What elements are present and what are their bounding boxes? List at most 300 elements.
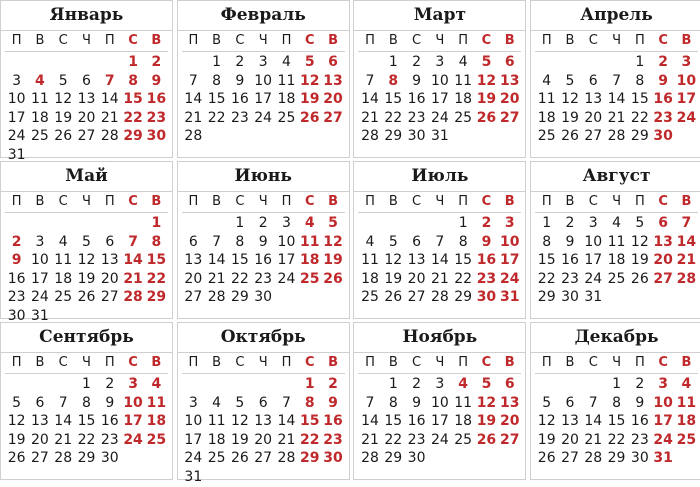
day-cell: 31 xyxy=(430,128,449,145)
weekday-header: С xyxy=(228,353,251,374)
day-cell: 1 xyxy=(612,376,622,392)
day-cell: 26 xyxy=(323,270,343,287)
day-cell: 24 xyxy=(499,270,520,287)
day-cell: 1 xyxy=(128,54,138,70)
weekday-header: С xyxy=(405,192,428,213)
month-title: Апрель xyxy=(531,1,700,31)
day-cell: 3 xyxy=(12,72,22,89)
month-grid xyxy=(1,192,172,326)
day-cell: 4 xyxy=(458,54,468,70)
month-block xyxy=(177,161,350,319)
weekday-header: С xyxy=(582,192,605,213)
day-cell: 23 xyxy=(476,270,497,287)
day-cell: 24 xyxy=(123,431,143,448)
weekday-header: В xyxy=(558,192,581,213)
day-cell: 1 xyxy=(235,215,245,231)
day-cell: 18 xyxy=(454,91,473,108)
day-cell: 23 xyxy=(323,431,343,448)
day-cell: 20 xyxy=(184,270,203,287)
month-grid xyxy=(531,353,700,468)
month-block xyxy=(530,161,700,319)
weekday-header: В xyxy=(205,31,228,52)
day-cell: 16 xyxy=(407,413,426,430)
day-cell: 4 xyxy=(542,72,552,89)
weekday-header: С xyxy=(582,353,605,374)
day-cell: 27 xyxy=(77,128,96,145)
day-cell: 25 xyxy=(277,109,296,126)
day-cell: 4 xyxy=(212,394,222,411)
month-title: Декабрь xyxy=(531,323,700,353)
month-title: Май xyxy=(1,162,172,192)
empty-cell xyxy=(182,375,205,394)
day-cell: 25 xyxy=(361,289,379,306)
day-cell: 22 xyxy=(454,270,473,287)
weekday-header: С xyxy=(475,353,498,374)
weekday-header: В xyxy=(558,353,581,374)
day-cell: 26 xyxy=(476,109,497,126)
weekday-header: В xyxy=(321,353,344,374)
day-cell: 13 xyxy=(100,252,119,269)
day-cell: 25 xyxy=(31,128,49,145)
weekday-header: С xyxy=(298,192,321,213)
weekday-header: Ч xyxy=(605,192,628,213)
day-cell: 21 xyxy=(584,431,603,448)
day-cell: 1 xyxy=(151,215,162,231)
day-cell: 3 xyxy=(282,215,291,231)
day-cell: 2 xyxy=(151,54,162,70)
empty-cell xyxy=(28,214,51,233)
day-cell: 6 xyxy=(504,376,515,392)
day-cell: 10 xyxy=(584,233,603,250)
day-cell: 29 xyxy=(630,128,649,145)
day-cell: 31 xyxy=(7,146,26,163)
day-cell: 1 xyxy=(542,215,552,231)
weekday-header: С xyxy=(405,353,428,374)
day-cell: 30 xyxy=(323,450,343,467)
day-cell: 22 xyxy=(300,431,320,448)
empty-cell xyxy=(5,375,28,394)
weekday-header: В xyxy=(382,353,405,374)
weekday-header: П xyxy=(5,353,28,374)
weekday-header: С xyxy=(52,353,75,374)
day-cell: 3 xyxy=(128,376,138,392)
day-cell: 23 xyxy=(7,289,26,306)
weekday-header: П xyxy=(98,31,121,52)
day-cell: 16 xyxy=(476,252,497,269)
day-cell: 24 xyxy=(7,128,26,145)
empty-cell xyxy=(358,375,381,394)
day-cell: 18 xyxy=(361,270,379,287)
day-cell: 13 xyxy=(584,91,603,108)
day-cell: 20 xyxy=(31,431,49,448)
day-cell: 12 xyxy=(537,413,556,430)
day-cell: 19 xyxy=(77,270,96,287)
day-cell: 22 xyxy=(207,109,226,126)
day-cell: 26 xyxy=(537,450,556,467)
day-cell: 28 xyxy=(100,128,119,145)
day-cell: 7 xyxy=(588,394,598,411)
weekday-header: П xyxy=(182,192,205,213)
month-title: Сентябрь xyxy=(1,323,172,353)
empty-cell xyxy=(52,375,75,394)
weekday-header: С xyxy=(121,192,144,213)
day-cell: 20 xyxy=(100,270,119,287)
day-cell: 17 xyxy=(31,270,49,287)
day-cell: 27 xyxy=(323,109,343,126)
day-cell: 5 xyxy=(82,233,91,250)
day-cell: 16 xyxy=(230,91,249,108)
weekday-header: Ч xyxy=(605,31,628,52)
day-cell: 5 xyxy=(304,54,315,70)
day-cell: 19 xyxy=(54,109,73,126)
day-cell: 19 xyxy=(476,91,497,108)
day-cell: 17 xyxy=(430,413,449,430)
day-cell: 6 xyxy=(565,394,575,411)
day-cell: 18 xyxy=(300,252,320,269)
day-cell: 2 xyxy=(105,376,115,392)
day-cell: 21 xyxy=(54,431,73,448)
empty-cell xyxy=(558,375,581,394)
weekday-header: П xyxy=(182,31,205,52)
day-cell: 13 xyxy=(77,91,96,108)
day-cell: 21 xyxy=(277,431,296,448)
day-cell: 23 xyxy=(561,270,579,287)
weekday-header: Ч xyxy=(75,353,98,374)
empty-cell xyxy=(52,53,75,72)
day-cell: 31 xyxy=(499,289,520,306)
day-cell: 20 xyxy=(499,413,520,430)
day-cell: 15 xyxy=(454,252,473,269)
day-cell: 5 xyxy=(328,215,338,231)
day-cell: 14 xyxy=(676,233,697,250)
weekday-header: В xyxy=(498,31,521,52)
day-cell: 8 xyxy=(304,394,315,411)
day-cell: 26 xyxy=(561,128,579,145)
weekday-header: В xyxy=(498,353,521,374)
weekday-header: С xyxy=(298,353,321,374)
day-cell: 23 xyxy=(630,431,649,448)
day-cell: 2 xyxy=(235,54,245,70)
weekday-header: П xyxy=(358,192,381,213)
day-cell: 22 xyxy=(384,109,403,126)
weekday-header: В xyxy=(205,353,228,374)
weekday-header: П xyxy=(452,31,475,52)
day-cell: 20 xyxy=(653,252,673,269)
day-cell: 22 xyxy=(607,431,626,448)
day-cell: 19 xyxy=(384,270,403,287)
day-cell: 8 xyxy=(82,394,91,411)
day-cell: 29 xyxy=(300,450,320,467)
day-cell: 14 xyxy=(277,413,296,430)
day-cell: 14 xyxy=(207,252,226,269)
month-title: Июнь xyxy=(178,162,349,192)
day-cell: 7 xyxy=(435,233,445,250)
day-cell: 15 xyxy=(300,413,320,430)
day-cell: 17 xyxy=(277,252,296,269)
day-cell: 7 xyxy=(681,215,692,231)
day-cell: 31 xyxy=(184,468,203,485)
day-cell: 8 xyxy=(635,72,645,89)
day-cell: 9 xyxy=(658,72,668,89)
day-cell: 13 xyxy=(254,413,273,430)
empty-cell xyxy=(228,375,251,394)
empty-cell xyxy=(5,214,28,233)
day-cell: 18 xyxy=(537,109,556,126)
weekday-header: С xyxy=(475,31,498,52)
day-cell: 25 xyxy=(454,109,473,126)
day-cell: 6 xyxy=(328,54,338,70)
day-cell: 24 xyxy=(254,109,273,126)
day-cell: 26 xyxy=(300,109,320,126)
day-cell: 6 xyxy=(258,394,268,411)
day-cell: 31 xyxy=(584,289,603,306)
day-cell: 11 xyxy=(361,252,379,269)
day-cell: 26 xyxy=(230,450,249,467)
day-cell: 24 xyxy=(430,109,449,126)
month-grid xyxy=(354,192,525,307)
day-cell: 27 xyxy=(254,450,273,467)
weekday-header: С xyxy=(52,31,75,52)
day-cell: 17 xyxy=(653,413,673,430)
day-cell: 18 xyxy=(207,431,226,448)
weekday-header: П xyxy=(5,192,28,213)
weekday-header: П xyxy=(5,31,28,52)
day-cell: 12 xyxy=(77,252,96,269)
day-cell: 4 xyxy=(282,54,291,70)
weekday-header: П xyxy=(452,192,475,213)
day-cell: 13 xyxy=(653,233,673,250)
day-cell: 1 xyxy=(212,54,222,70)
empty-cell xyxy=(558,53,581,72)
day-cell: 17 xyxy=(184,431,203,448)
weekday-header: С xyxy=(651,31,674,52)
day-cell: 5 xyxy=(388,233,398,250)
day-cell: 31 xyxy=(653,450,673,467)
month-block xyxy=(0,161,173,324)
day-cell: 17 xyxy=(7,109,26,126)
day-cell: 27 xyxy=(499,109,520,126)
weekday-header: С xyxy=(121,353,144,374)
day-cell: 12 xyxy=(7,413,26,430)
day-cell: 25 xyxy=(54,289,73,306)
day-cell: 6 xyxy=(588,72,598,89)
day-cell: 16 xyxy=(561,252,579,269)
day-cell: 27 xyxy=(407,289,426,306)
weekday-header: С xyxy=(405,31,428,52)
empty-cell xyxy=(5,53,28,72)
day-cell: 4 xyxy=(458,376,469,392)
empty-cell xyxy=(182,214,205,233)
weekday-header: С xyxy=(298,31,321,52)
day-cell: 11 xyxy=(454,394,473,411)
weekday-header: Ч xyxy=(75,31,98,52)
day-cell: 14 xyxy=(54,413,73,430)
day-cell: 7 xyxy=(365,394,375,411)
day-cell: 26 xyxy=(384,289,403,306)
day-cell: 2 xyxy=(328,376,338,392)
day-cell: 28 xyxy=(584,450,603,467)
day-cell: 14 xyxy=(361,91,379,108)
day-cell: 13 xyxy=(499,72,520,89)
day-cell: 4 xyxy=(151,376,162,392)
weekday-header: Ч xyxy=(428,192,451,213)
day-cell: 17 xyxy=(254,91,273,108)
day-cell: 21 xyxy=(123,270,143,287)
day-cell: 10 xyxy=(430,394,449,411)
weekday-header: Ч xyxy=(252,192,275,213)
day-cell: 20 xyxy=(407,270,426,287)
empty-cell xyxy=(28,375,51,394)
day-cell: 5 xyxy=(481,376,492,392)
weekday-header: В xyxy=(675,31,698,52)
day-cell: 29 xyxy=(230,289,249,306)
empty-cell xyxy=(582,375,605,394)
empty-cell xyxy=(535,375,558,394)
day-cell: 8 xyxy=(612,394,622,411)
day-cell: 30 xyxy=(561,289,579,306)
weekday-header: П xyxy=(275,353,298,374)
day-cell: 25 xyxy=(207,450,226,467)
day-cell: 9 xyxy=(412,72,422,89)
day-cell: 8 xyxy=(212,72,222,89)
day-cell: 2 xyxy=(412,54,422,70)
weekday-header: П xyxy=(628,31,651,52)
day-cell: 23 xyxy=(407,109,426,126)
weekday-header: С xyxy=(228,31,251,52)
day-cell: 7 xyxy=(212,233,222,250)
day-cell: 5 xyxy=(542,394,552,411)
day-cell: 1 xyxy=(304,376,315,392)
empty-cell xyxy=(98,53,121,72)
day-cell: 14 xyxy=(123,252,143,269)
day-cell: 17 xyxy=(584,252,603,269)
day-cell: 23 xyxy=(407,431,426,448)
empty-cell xyxy=(75,214,98,233)
day-cell: 9 xyxy=(258,233,268,250)
day-cell: 31 xyxy=(31,307,49,324)
day-cell: 15 xyxy=(207,91,226,108)
weekday-header: В xyxy=(145,353,168,374)
month-grid xyxy=(178,353,349,487)
month-block xyxy=(177,0,350,158)
day-cell: 15 xyxy=(146,252,167,269)
weekday-header: П xyxy=(98,192,121,213)
day-cell: 3 xyxy=(588,215,598,231)
day-cell: 12 xyxy=(476,394,497,411)
month-title: Август xyxy=(531,162,700,192)
month-block xyxy=(0,0,173,163)
day-cell: 8 xyxy=(542,233,552,250)
day-cell: 3 xyxy=(435,54,445,70)
day-cell: 4 xyxy=(58,233,68,250)
month-title: Январь xyxy=(1,1,172,31)
day-cell: 10 xyxy=(430,72,449,89)
day-cell: 7 xyxy=(128,233,138,250)
day-cell: 30 xyxy=(476,289,497,306)
weekday-header: С xyxy=(52,192,75,213)
day-cell: 25 xyxy=(607,270,626,287)
day-cell: 2 xyxy=(11,233,22,250)
weekday-header: С xyxy=(121,31,144,52)
day-cell: 27 xyxy=(561,450,579,467)
month-grid xyxy=(354,353,525,468)
day-cell: 9 xyxy=(151,72,162,89)
day-cell: 30 xyxy=(254,289,273,306)
empty-cell xyxy=(98,214,121,233)
day-cell: 8 xyxy=(235,233,245,250)
day-cell: 29 xyxy=(537,289,556,306)
day-cell: 1 xyxy=(388,54,398,70)
day-cell: 22 xyxy=(123,109,143,126)
day-cell: 18 xyxy=(277,91,296,108)
day-cell: 7 xyxy=(188,72,198,89)
day-cell: 26 xyxy=(7,450,26,467)
day-cell: 28 xyxy=(607,128,626,145)
weekday-header: Ч xyxy=(75,192,98,213)
day-cell: 6 xyxy=(412,233,422,250)
day-cell: 25 xyxy=(454,431,473,448)
day-cell: 22 xyxy=(537,270,556,287)
month-title: Март xyxy=(354,1,525,31)
day-cell: 29 xyxy=(384,450,403,467)
day-cell: 18 xyxy=(31,109,49,126)
empty-cell xyxy=(535,53,558,72)
day-cell: 17 xyxy=(499,252,520,269)
day-cell: 12 xyxy=(54,91,73,108)
day-cell: 16 xyxy=(100,413,119,430)
day-cell: 22 xyxy=(77,431,96,448)
day-cell: 21 xyxy=(676,252,697,269)
day-cell: 15 xyxy=(537,252,556,269)
day-cell: 5 xyxy=(481,54,492,70)
empty-cell xyxy=(382,214,405,233)
day-cell: 27 xyxy=(184,289,203,306)
day-cell: 6 xyxy=(105,233,115,250)
day-cell: 15 xyxy=(630,91,649,108)
day-cell: 26 xyxy=(476,431,497,448)
day-cell: 16 xyxy=(630,413,649,430)
day-cell: 14 xyxy=(607,91,626,108)
day-cell: 14 xyxy=(361,413,379,430)
day-cell: 14 xyxy=(584,413,603,430)
day-cell: 14 xyxy=(100,91,119,108)
day-cell: 19 xyxy=(537,431,556,448)
day-cell: 5 xyxy=(235,394,245,411)
weekday-header: В xyxy=(382,31,405,52)
month-block xyxy=(177,322,350,485)
day-cell: 24 xyxy=(430,431,449,448)
day-cell: 12 xyxy=(630,233,649,250)
day-cell: 13 xyxy=(31,413,49,430)
day-cell: 20 xyxy=(254,431,273,448)
day-cell: 28 xyxy=(676,270,697,287)
day-cell: 19 xyxy=(561,109,579,126)
day-cell: 25 xyxy=(300,270,320,287)
weekday-header: П xyxy=(98,353,121,374)
day-cell: 12 xyxy=(323,233,343,250)
month-grid xyxy=(531,192,700,307)
day-cell: 10 xyxy=(277,233,296,250)
weekday-header: П xyxy=(452,353,475,374)
day-cell: 18 xyxy=(607,252,626,269)
day-cell: 22 xyxy=(384,431,403,448)
day-cell: 20 xyxy=(77,109,96,126)
month-block xyxy=(353,0,526,158)
day-cell: 4 xyxy=(365,233,375,250)
day-cell: 26 xyxy=(77,289,96,306)
day-cell: 13 xyxy=(184,252,203,269)
day-cell: 22 xyxy=(630,109,649,126)
